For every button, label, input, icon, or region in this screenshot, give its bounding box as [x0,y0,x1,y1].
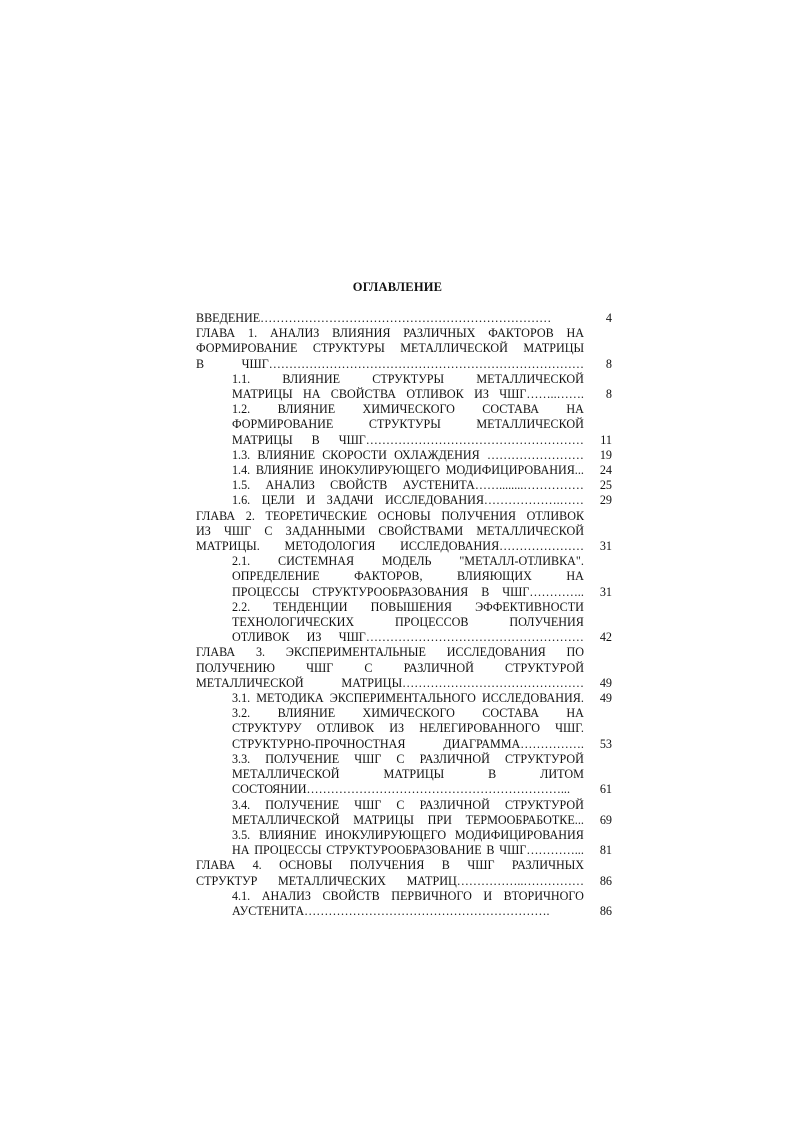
toc-entry-line: ВВЕДЕНИЕ……………………………………………………………… [196,311,552,325]
toc-entry-line: 1.3. ВЛИЯНИЕ СКОРОСТИ ОХЛАЖДЕНИЯ …………………… [232,447,584,462]
toc-entry-line: СОСТОЯНИИ………………………………………………………... [232,782,570,797]
toc-entry [232,448,616,463]
toc-entry-line: 2.1. СИСТЕМНАЯ МОДЕЛЬ "МЕТАЛЛ-ОТЛИВКА". [232,554,584,569]
toc-entry-line: ИЗ ЧШГ С ЗАДАННЫМИ СВОЙСТВАМИ МЕТАЛЛИЧЕСКОЙ [196,523,585,538]
toc-page-number: 31 [599,584,612,599]
toc-entry-line: МЕТАЛЛИЧЕСКОЙ МАТРИЦЫ В ЛИТОМ [232,767,584,782]
toc-entry-line: 1.6. ЦЕЛИ И ЗАДАЧИ ИССЛЕДОВАНИЯ……………….…… [232,493,584,508]
toc-page-number: 19 [599,447,612,462]
toc-entry-line: 3.4. ПОЛУЧЕНИЕ ЧШГ С РАЗЛИЧНОЙ СТРУКТУРОЙ [232,797,584,812]
toc-entry-line: ОПРЕДЕЛЕНИЕ ФАКТОРОВ, ВЛИЯЮЩИХ НА [232,569,584,584]
toc-entry-line: 3.1. МЕТОДИКА ЭКСПЕРИМЕНТАЛЬНОГО ИССЛЕДОВАНИЯ. [232,691,584,706]
toc-page-number: 31 [599,539,612,554]
toc-page-number: 53 [599,736,612,751]
toc-page-number: 81 [599,843,612,858]
toc-entry-line: МАТРИЦЫ В ЧШГ……………………………………………… [232,432,584,447]
toc-entry-line: СТРУКТУР МЕТАЛЛИЧЕСКИХ МАТРИЦ……………..…………… [196,873,585,888]
page-title: ОГЛАВЛЕНИЕ [352,280,443,294]
toc-entry-line: ТЕХНОЛОГИЧЕСКИХ ПРОЦЕССОВ ПОЛУЧЕНИЯ [232,615,584,630]
toc-entry [232,828,616,858]
toc-entry-line: МЕТАЛЛИЧЕСКОЙ МАТРИЦЫ ПРИ ТЕРМООБРАБОТКЕ... [232,812,584,827]
toc-entry-line: 1.4. ВЛИЯНИЕ ИНОКУЛИРУЮЩЕГО МОДИФИЦИРОВАНИЯ... [232,463,584,478]
toc-entry-line: 3.2. ВЛИЯНИЕ ХИМИЧЕСКОГО СОСТАВА НА [232,706,584,721]
toc-page-number: 25 [599,478,612,493]
toc-entry-line: МАТРИЦЫ НА СВОЙСТВА ОТЛИВОК ИЗ ЧШГ……..……. [232,387,584,402]
toc-entry [196,311,616,326]
toc-entry-line: В ЧШГ…………………………………………………………………… [196,356,585,371]
toc-entry-line: МЕТАЛЛИЧЕСКОЙ МАТРИЦЫ……………………………………… [196,675,585,690]
toc-page-number: 29 [599,493,612,508]
toc-entry [232,478,616,493]
toc-entry-line: МАТРИЦЫ. МЕТОДОЛОГИЯ ИССЛЕДОВАНИЯ………………… [196,539,585,554]
toc-entry [196,858,616,888]
toc-page-number: 86 [599,873,612,888]
toc-entry-line: ПРОЦЕССЫ СТРУКТУРООБРАЗОВАНИЯ В ЧШГ………….. [232,584,584,599]
toc-page-number: 49 [599,691,612,706]
toc-page-number: 11 [600,432,612,447]
toc-entry-line: 2.2. ТЕНДЕНЦИИ ПОВЫШЕНИЯ ЭФФЕКТИВНОСТИ [232,599,584,614]
toc-entry-line: ГЛАВА 1. АНАЛИЗ ВЛИЯНИЯ РАЗЛИЧНЫХ ФАКТОРОВ НА [196,326,585,341]
toc-page-number: 42 [599,630,612,645]
toc-entry-line: ФОРМИРОВАНИЕ СТРУКТУРЫ МЕТАЛЛИЧЕСКОЙ МАТРИЦЫ [196,341,585,356]
toc-entry-line: ГЛАВА 2. ТЕОРЕТИЧЕСКИЕ ОСНОВЫ ПОЛУЧЕНИЯ ОТЛИВОК [196,508,585,523]
toc-entry-line: АУСТЕНИТА……………………………………………………. [232,903,550,918]
toc-entry-line: 1.2. ВЛИЯНИЕ ХИМИЧЕСКОГО СОСТАВА НА [232,402,584,417]
toc-entry-line: СТРУКТУРУ ОТЛИВОК ИЗ НЕЛЕГИРОВАННОГО ЧШГ. [232,721,584,736]
toc-entry [232,554,616,600]
toc-entry [232,372,616,402]
toc-entry-line: ГЛАВА 4. ОСНОВЫ ПОЛУЧЕНИЯ В ЧШГ РАЗЛИЧНЫХ [196,858,585,873]
toc-entry [232,493,616,508]
toc-page-number: 8 [605,356,612,371]
toc-entry [232,798,616,828]
toc-page-number: 8 [605,387,612,402]
toc-entry-line: ФОРМИРОВАНИЕ СТРУКТУРЫ МЕТАЛЛИЧЕСКОЙ [232,417,584,432]
toc-entry-line: 4.1. АНАЛИЗ СВОЙСТВ ПЕРВИЧНОГО И ВТОРИЧНОГО [232,888,584,903]
toc-entry [232,402,616,448]
toc-entry [232,463,616,478]
toc-entry [232,706,616,752]
toc-page-number: 4 [605,311,612,325]
toc-page-number: 86 [599,903,612,918]
toc-entry [196,326,616,372]
toc-entry-line: ПОЛУЧЕНИЮ ЧШГ С РАЗЛИЧНОЙ СТРУКТУРОЙ [196,660,585,675]
toc-entry-line: ГЛАВА 3. ЭКСПЕРИМЕНТАЛЬНЫЕ ИССЛЕДОВАНИЯ ПО [196,645,585,660]
toc-entry-line: СТРУКТУРНО-ПРОЧНОСТНАЯ ДИАГРАММА……………. [232,736,584,751]
toc-entry [232,752,616,798]
toc-entry [196,645,616,691]
toc-page-number: 49 [599,675,612,690]
table-of-contents [196,311,616,919]
toc-entry [232,600,616,646]
toc-entry-line: НА ПРОЦЕССЫ СТРУКТУРООБРАЗОВАНИЕ В ЧШГ…………... [232,843,584,858]
toc-page-number: 61 [599,782,612,797]
toc-entry-line: 3.3. ПОЛУЧЕНИЕ ЧШГ С РАЗЛИЧНОЙ СТРУКТУРОЙ [232,751,584,766]
toc-page-number: 24 [599,463,612,478]
toc-entry [196,509,616,555]
toc-entry-line: ОТЛИВОК ИЗ ЧШГ……………………………………………… [232,630,584,645]
toc-entry-line: 1.1. ВЛИЯНИЕ СТРУКТУРЫ МЕТАЛЛИЧЕСКОЙ [232,371,584,386]
toc-entry-line: 3.5. ВЛИЯНИЕ ИНОКУЛИРУЮЩЕГО МОДИФИЦИРОВАНИЯ [232,827,584,842]
toc-page-number: 69 [599,812,612,827]
toc-entry [232,889,616,919]
toc-entry [232,691,616,706]
toc-entry-line: 1.5. АНАЛИЗ СВОЙСТВ АУСТЕНИТА……........…………… [232,478,584,493]
